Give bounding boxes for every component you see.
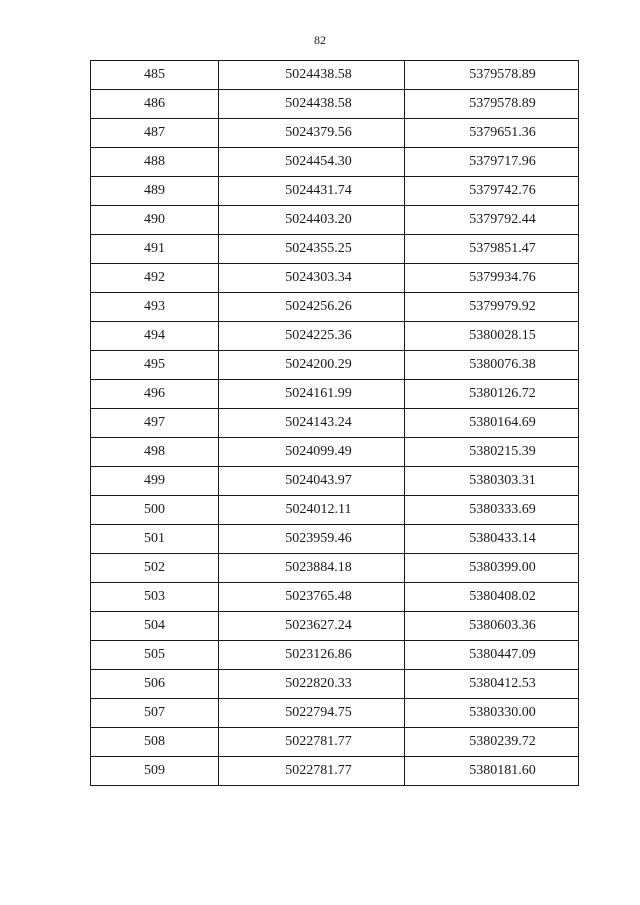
table-row — [91, 90, 579, 119]
y-coordinate-cell: 5380399.00 — [405, 554, 579, 583]
point-number-cell: 509 — [91, 757, 219, 786]
x-coordinate-cell: 5024043.97 — [219, 467, 405, 496]
table-row — [91, 525, 579, 554]
x-coordinate-cell: 5022781.77 — [219, 728, 405, 757]
x-coordinate-cell: 5024403.20 — [219, 206, 405, 235]
point-number-cell: 497 — [91, 409, 219, 438]
x-coordinate-cell: 5024438.58 — [219, 90, 405, 119]
x-coordinate-cell: 5022794.75 — [219, 699, 405, 728]
point-number-cell: 507 — [91, 699, 219, 728]
y-coordinate-cell: 5380076.38 — [405, 351, 579, 380]
point-number-cell: 490 — [91, 206, 219, 235]
coordinates-table — [90, 60, 579, 786]
y-coordinate-cell: 5380330.00 — [405, 699, 579, 728]
point-number-cell: 489 — [91, 177, 219, 206]
x-coordinate-cell: 5024256.26 — [219, 293, 405, 322]
x-coordinate-cell: 5023627.24 — [219, 612, 405, 641]
table-row — [91, 351, 579, 380]
table-row — [91, 235, 579, 264]
point-number-cell: 496 — [91, 380, 219, 409]
point-number-cell: 498 — [91, 438, 219, 467]
y-coordinate-cell: 5380181.60 — [405, 757, 579, 786]
table-row — [91, 177, 579, 206]
y-coordinate-cell: 5379578.89 — [405, 61, 579, 90]
y-coordinate-cell: 5379578.89 — [405, 90, 579, 119]
x-coordinate-cell: 5024099.49 — [219, 438, 405, 467]
y-coordinate-cell: 5380215.39 — [405, 438, 579, 467]
table-row — [91, 670, 579, 699]
x-coordinate-cell: 5023884.18 — [219, 554, 405, 583]
point-number-cell: 494 — [91, 322, 219, 351]
point-number-cell: 495 — [91, 351, 219, 380]
y-coordinate-cell: 5380028.15 — [405, 322, 579, 351]
table-row — [91, 206, 579, 235]
table-row — [91, 641, 579, 670]
x-coordinate-cell: 5022781.77 — [219, 757, 405, 786]
coordinates-table-body — [91, 61, 579, 786]
x-coordinate-cell: 5024379.56 — [219, 119, 405, 148]
x-coordinate-cell: 5024431.74 — [219, 177, 405, 206]
y-coordinate-cell: 5379742.76 — [405, 177, 579, 206]
point-number-cell: 508 — [91, 728, 219, 757]
y-coordinate-cell: 5380126.72 — [405, 380, 579, 409]
x-coordinate-cell: 5024355.25 — [219, 235, 405, 264]
x-coordinate-cell: 5024161.99 — [219, 380, 405, 409]
y-coordinate-cell: 5380164.69 — [405, 409, 579, 438]
y-coordinate-cell: 5379792.44 — [405, 206, 579, 235]
x-coordinate-cell: 5024438.58 — [219, 61, 405, 90]
point-number-cell: 486 — [91, 90, 219, 119]
y-coordinate-cell: 5380412.53 — [405, 670, 579, 699]
table-row — [91, 148, 579, 177]
table-row — [91, 699, 579, 728]
table-row — [91, 293, 579, 322]
table-row — [91, 757, 579, 786]
y-coordinate-cell: 5380239.72 — [405, 728, 579, 757]
x-coordinate-cell: 5022820.33 — [219, 670, 405, 699]
y-coordinate-cell: 5379851.47 — [405, 235, 579, 264]
x-coordinate-cell: 5024012.11 — [219, 496, 405, 525]
x-coordinate-cell: 5024225.36 — [219, 322, 405, 351]
y-coordinate-cell: 5380303.31 — [405, 467, 579, 496]
table-row — [91, 380, 579, 409]
table-row — [91, 61, 579, 90]
table-row — [91, 496, 579, 525]
table-row — [91, 409, 579, 438]
x-coordinate-cell: 5024200.29 — [219, 351, 405, 380]
point-number-cell: 485 — [91, 61, 219, 90]
point-number-cell: 505 — [91, 641, 219, 670]
y-coordinate-cell: 5380603.36 — [405, 612, 579, 641]
table-row — [91, 322, 579, 351]
table-row — [91, 119, 579, 148]
point-number-cell: 488 — [91, 148, 219, 177]
y-coordinate-cell: 5380333.69 — [405, 496, 579, 525]
point-number-cell: 492 — [91, 264, 219, 293]
point-number-cell: 502 — [91, 554, 219, 583]
y-coordinate-cell: 5379717.96 — [405, 148, 579, 177]
point-number-cell: 491 — [91, 235, 219, 264]
x-coordinate-cell: 5024143.24 — [219, 409, 405, 438]
point-number-cell: 500 — [91, 496, 219, 525]
y-coordinate-cell: 5380447.09 — [405, 641, 579, 670]
x-coordinate-cell: 5023765.48 — [219, 583, 405, 612]
y-coordinate-cell: 5379934.76 — [405, 264, 579, 293]
page-number: 82 — [314, 33, 326, 47]
x-coordinate-cell: 5023959.46 — [219, 525, 405, 554]
table-row — [91, 264, 579, 293]
y-coordinate-cell: 5380408.02 — [405, 583, 579, 612]
table-row — [91, 438, 579, 467]
x-coordinate-cell: 5024454.30 — [219, 148, 405, 177]
y-coordinate-cell: 5379979.92 — [405, 293, 579, 322]
point-number-cell: 506 — [91, 670, 219, 699]
y-coordinate-cell: 5380433.14 — [405, 525, 579, 554]
table-row — [91, 554, 579, 583]
point-number-cell: 501 — [91, 525, 219, 554]
point-number-cell: 487 — [91, 119, 219, 148]
table-row — [91, 583, 579, 612]
point-number-cell: 504 — [91, 612, 219, 641]
point-number-cell: 493 — [91, 293, 219, 322]
table-row — [91, 612, 579, 641]
point-number-cell: 499 — [91, 467, 219, 496]
x-coordinate-cell: 5024303.34 — [219, 264, 405, 293]
table-row — [91, 467, 579, 496]
table-row — [91, 728, 579, 757]
y-coordinate-cell: 5379651.36 — [405, 119, 579, 148]
x-coordinate-cell: 5023126.86 — [219, 641, 405, 670]
point-number-cell: 503 — [91, 583, 219, 612]
